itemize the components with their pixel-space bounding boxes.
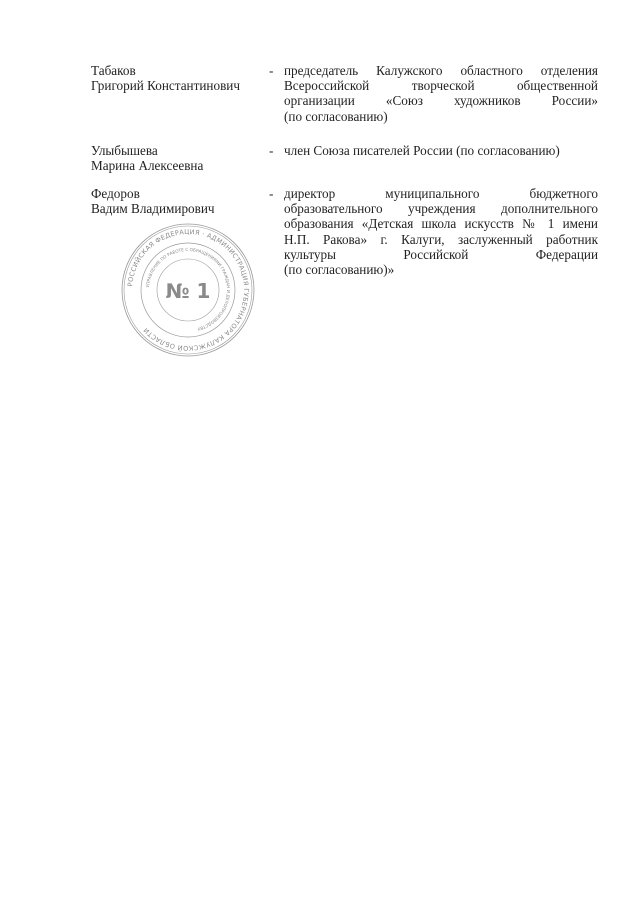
surname: Федоров [91,186,140,201]
member-name [91,143,266,173]
given-name: Марина Алексеевна [91,158,204,174]
member-description [284,143,598,158]
stamp-outer-text: РОССИЙСКАЯ ФЕДЕРАЦИЯ · АДМИНИСТРАЦИЯ ГУБЕРНАТОРА КАЛУЖСКОЙ ОБЛАСТИ [126,227,251,353]
given-name: Григорий Константинович [91,78,240,94]
desc-line: председатель Калужского областного отделения [284,63,598,78]
desc-line: (по согласованию) [284,108,388,124]
stamp-inner-text: УПРАВЛЕНИЕ ПО РАБОТЕ С ОБРАЩЕНИЯМИ ГРАЖДАН И ДЕЛОПРОИЗВОДСТВУ [145,246,232,332]
desc-line: культуры Российской Федерации [284,246,598,262]
surname: Улыбышева [91,143,158,158]
dash: - [269,186,274,201]
dash: - [269,63,274,78]
member-description [284,63,598,124]
desc-line: Н.П. Ракова» г. Калуги, заслуженный работник [284,231,598,247]
member-name [91,186,266,216]
dash: - [269,143,274,158]
surname: Табаков [91,63,136,78]
desc-line: организации «Союз художников России» [284,93,598,109]
desc-line: директор муниципального бюджетного [284,186,598,201]
official-stamp [120,222,256,358]
desc-line: Всероссийской творческой общественной [284,78,598,94]
given-name: Вадим Владимирович [91,201,215,217]
member-description [284,186,598,277]
desc-line: член Союза писателей России (по согласованию) [284,143,560,158]
desc-line: образования «Детская школа искусств № 1 имени [284,216,598,232]
stamp-number: № 1 [165,279,211,303]
desc-line: (по согласованию)» [284,262,395,278]
desc-line: образовательного учреждения дополнительного [284,201,598,217]
member-name [91,63,266,93]
